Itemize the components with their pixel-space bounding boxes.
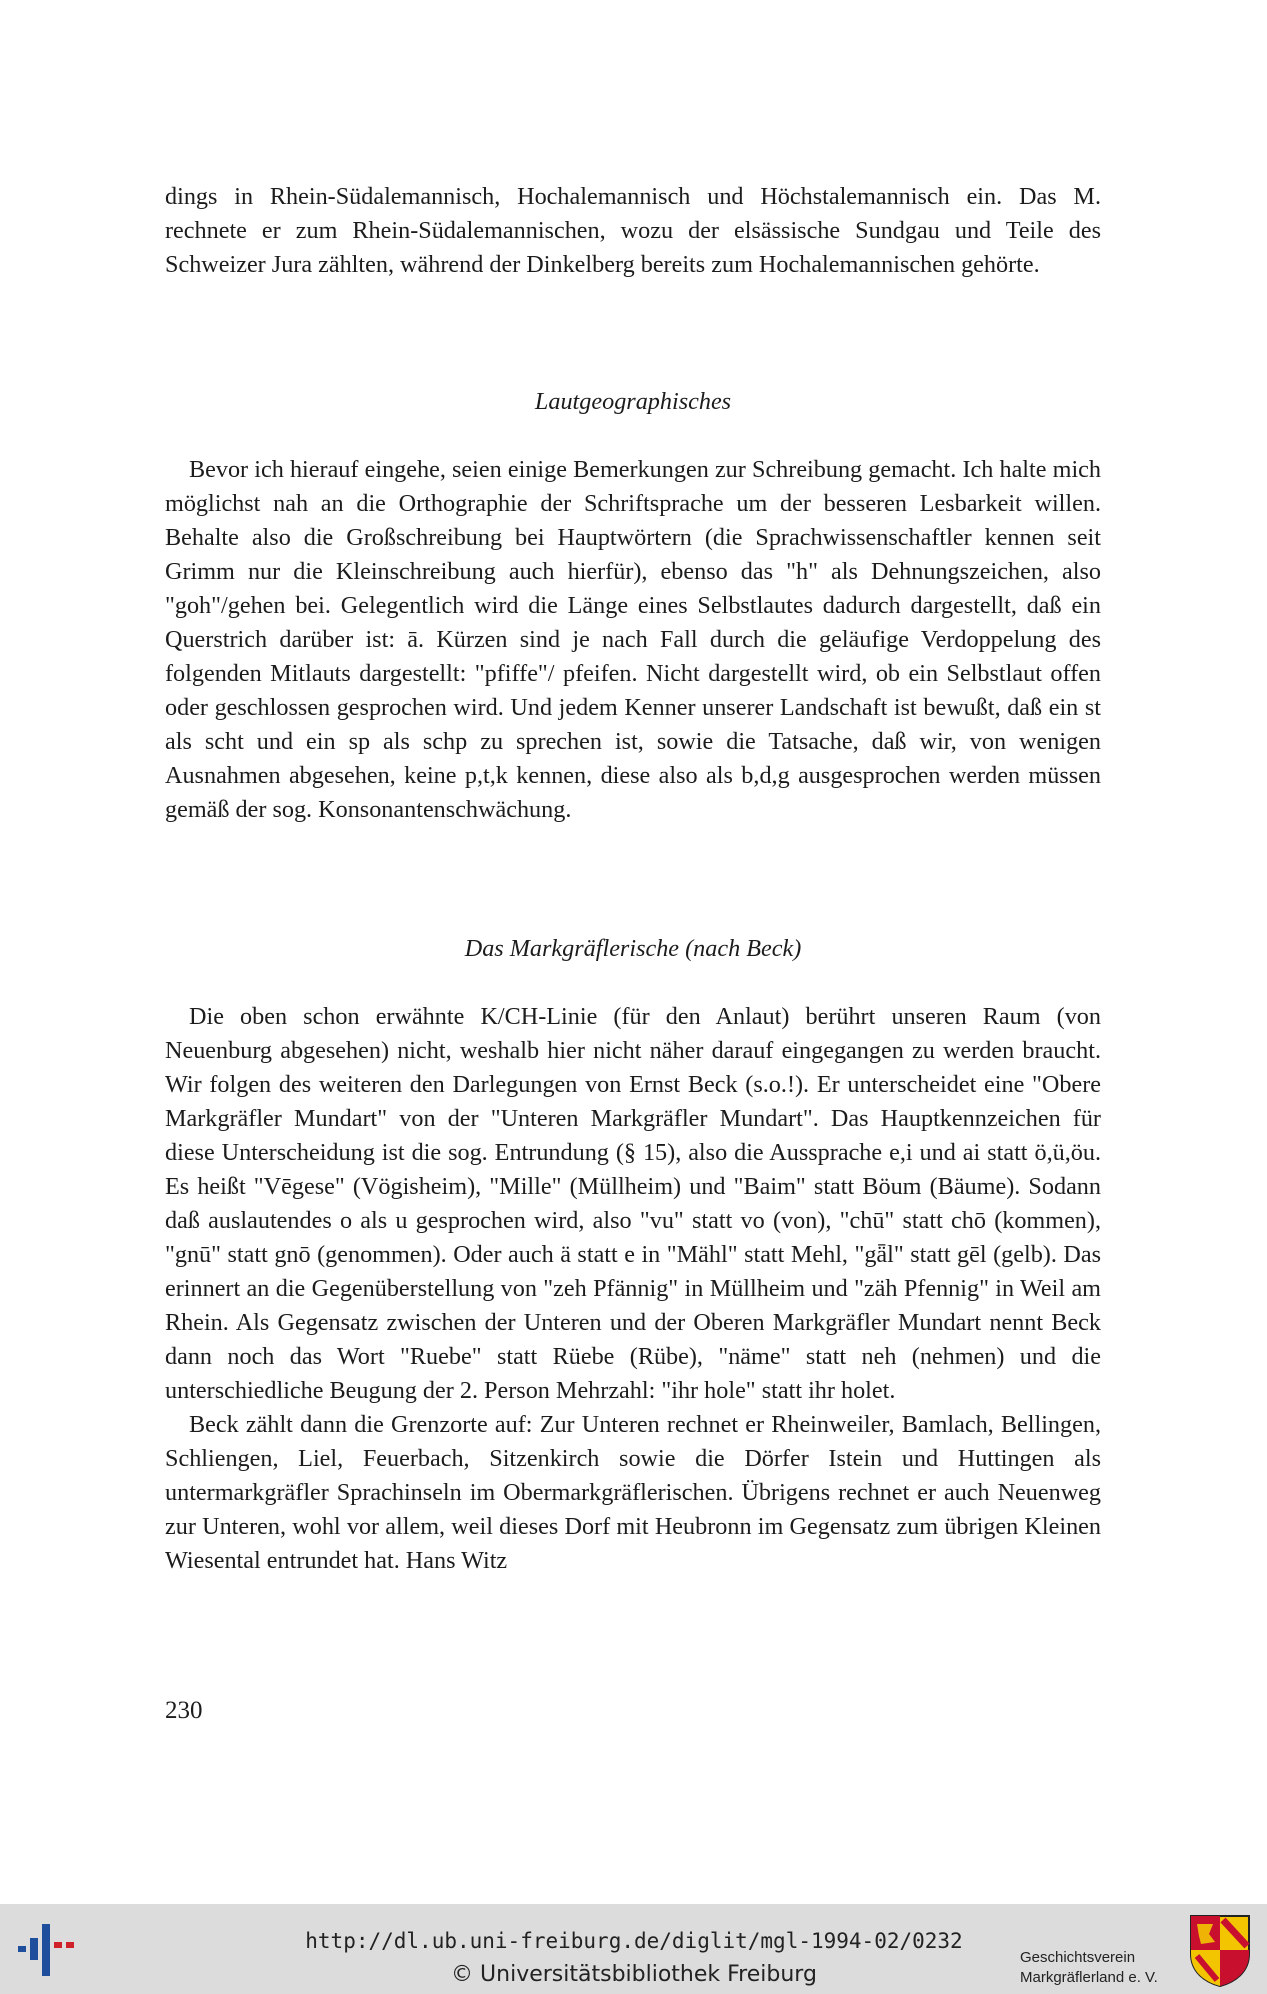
- copyright-notice: © Universitätsbibliothek Freiburg: [451, 1962, 817, 1987]
- markgraeflerische-text-block: [165, 1000, 1101, 1578]
- viewer-footer: [0, 1904, 1267, 1994]
- markgraeflerische-paragraph-1: Die oben schon erwähnte K/CH-Linie (für den Anlaut) berührt unseren Raum (von Neuenburg abgesehen) nicht, weshalb hier nicht näher darauf eingegangen zu werden braucht. Wir folgen des weiteren den Darlegungen von Ernst Beck (s.o.!). Er unterscheidet eine "Obere Markgräfler Mundart" von der "Unteren Markgräfler Mundart". Das Hauptkennzeichen für diese Unterscheidung ist die sog. Entrundung (§ 15), also die Aussprache e,i und ai statt ö,ü,öu. Es heißt "Vēgese" (Vögisheim), "Mille" (Müllheim) und "Baim" statt Böum (Bäume). Sodann daß auslautendes o als u gesprochen wird, also "vu" statt vo (von), "chū" statt chō (kommen), "gnū" statt gnō (genommen). Oder auch ä statt e in "Mähl" statt Mehl, "gǟl" statt gēl (gelb). Das erinnert an die Gegenüberstellung von "zeh Pfännig" in Müllheim und "zäh Pfennig" in Weil am Rhein. Als Gegensatz zwischen der Unteren und der Oberen Markgräfler Mundart nennt Beck dann noch das Wort "Ruebe" statt Rüebe (Rübe), "näme" statt neh (nehmen) und die unterschiedliche Beugung der 2. Person Mehrzahl: "ihr hole" statt ihr holet.: [165, 1003, 1101, 1404]
- org-name-line-2: Markgräflerland e. V.: [1020, 1969, 1158, 1986]
- markgraeflerland-crest-icon[interactable]: [1189, 1914, 1251, 1988]
- section-heading-lautgeographisches: Lautgeographisches: [534, 388, 732, 415]
- page-number: 230: [165, 1697, 203, 1724]
- intro-text-block: [165, 180, 1101, 282]
- org-name-line-1: Geschichtsverein: [1020, 1949, 1136, 1966]
- markgraeflerische-paragraph-2: Beck zählt dann die Grenzorte auf: Zur Unteren rechnet er Rheinweiler, Bamlach, Bellingen, Schliengen, Liel, Feuerbach, Sitzenkirch sowie die Dörfer Istein und Huttingen als untermarkgräfler Sprachinseln im Obermarkgräflerischen. Übrigens rechnet er auch Neuenweg zur Unteren, wohl vor allem, weil dieses Dorf mit Heubronn im Gegensatz zum übrigen Kleinen Wiesental entrundet hat. Hans Witz: [165, 1411, 1101, 1574]
- lautgeographisches-paragraph: Bevor ich hierauf eingehe, seien einige Bemerkungen zur Schreibung gemacht. Ich halte mich möglichst nah an die Orthographie der Schriftsprache um der besseren Lesbarkeit willen. Behalte also die Großschreibung bei Hauptwörtern (die Sprachwissenschaftler kennen seit Grimm nur die Kleinschreibung auch hierfür), ebenso das "h" als Dehnungszeichen, also "goh"/gehen bei. Gelegentlich wird die Länge eines Selbstlautes dadurch dargestellt, daß ein Querstrich darüber ist: ā. Kürzen sind je nach Fall durch die geläufige Verdoppelung des folgenden Mitlauts dargestellt: "pfiffe"/ pfeifen. Nicht dargestellt wird, ob ein Selbstlaut offen oder geschlossen gesprochen wird. Und jedem Kenner unserer Landschaft ist bewußt, daß ein st als scht und ein sp als schp zu sprechen ist, sowie die Tatsache, daß wir, von wenigen Ausnahmen abgesehen, keine p,t,k kennen, diese also als b,d,g ausgesprochen werden müssen gemäß der sog. Konsonantenschwächung.: [165, 456, 1101, 823]
- ub-freiburg-logo-icon[interactable]: [14, 1916, 80, 1982]
- permalink-url[interactable]: http://dl.ub.uni-freiburg.de/diglit/mgl-1994-02/0232: [305, 1929, 963, 1953]
- intro-paragraph: dings in Rhein-Südalemannisch, Hochalemannisch und Höchstalemannisch ein. Das M. rechnete er zum Rhein-Südalemannischen, wozu der elsässische Sundgau und Teile des Schweizer Jura zählten, während der Dinkelberg bereits zum Hochalemannischen gehörte.: [165, 183, 1101, 278]
- org-name: [1020, 1948, 1190, 1988]
- lautgeographisches-text-block: [165, 453, 1101, 827]
- section-heading-markgraeflerische: Das Markgräflerische (nach Beck): [464, 935, 802, 962]
